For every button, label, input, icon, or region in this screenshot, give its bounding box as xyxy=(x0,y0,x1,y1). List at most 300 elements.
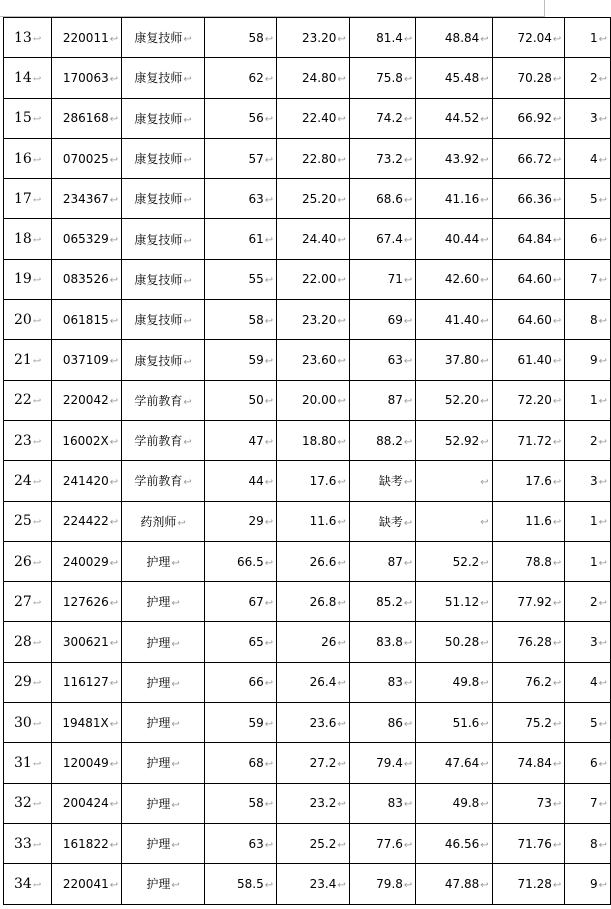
cell-text: 23.60 xyxy=(302,353,337,368)
interview-weighted-cell xyxy=(416,783,492,823)
position-cell xyxy=(122,300,205,340)
cell-text: 康复技师 xyxy=(134,152,183,167)
total-score-cell xyxy=(492,501,565,541)
paragraph-mark-icon: ↩ xyxy=(109,879,119,891)
cell-text: 50.28 xyxy=(444,635,480,650)
rank-cell xyxy=(565,179,611,219)
position-cell xyxy=(122,98,205,138)
row-number-cell xyxy=(4,743,52,783)
cell-text: 85.2 xyxy=(376,594,403,609)
paragraph-mark-icon: ↩ xyxy=(264,396,274,408)
written-score-cell xyxy=(204,743,276,783)
paragraph-mark-icon: ↩ xyxy=(32,638,42,650)
candidate-id-cell xyxy=(51,541,122,581)
cell-text: 27.2 xyxy=(309,755,337,770)
cell-text: 77.92 xyxy=(517,594,552,609)
rank-cell xyxy=(565,420,611,460)
position-cell xyxy=(122,823,205,863)
cell-text: 27 xyxy=(14,593,32,610)
paragraph-mark-icon: ↩ xyxy=(337,638,346,650)
paragraph-mark-icon: ↩ xyxy=(337,235,346,247)
cell-text: 64.84 xyxy=(517,232,552,247)
written-weighted-cell xyxy=(277,743,350,783)
paragraph-mark-icon: ↩ xyxy=(264,517,274,529)
paragraph-mark-icon: ↩ xyxy=(264,33,274,45)
table-row xyxy=(4,823,611,863)
paragraph-mark-icon: ↩ xyxy=(598,557,607,569)
rank-cell xyxy=(565,864,611,904)
cell-text: 52.20 xyxy=(444,393,480,408)
cell-text: 69 xyxy=(387,312,403,327)
cell-text: 224422 xyxy=(62,514,109,529)
paragraph-mark-icon: ↩ xyxy=(552,718,562,730)
paragraph-mark-icon: ↩ xyxy=(183,437,192,449)
paragraph-mark-icon: ↩ xyxy=(183,114,192,126)
table-row xyxy=(4,662,611,702)
paragraph-mark-icon: ↩ xyxy=(552,315,562,327)
cell-text: 73.2 xyxy=(376,151,403,166)
cell-text: 26.4 xyxy=(309,675,337,690)
paragraph-mark-icon: ↩ xyxy=(403,315,413,327)
paragraph-mark-icon: ↩ xyxy=(32,678,42,690)
paragraph-mark-icon: ↩ xyxy=(598,114,607,126)
table-row xyxy=(4,864,611,904)
written-weighted-cell xyxy=(277,300,350,340)
cell-text: 71.28 xyxy=(517,876,552,891)
position-cell xyxy=(122,743,205,783)
cell-text: 护理 xyxy=(146,756,171,771)
cell-text: 11.6 xyxy=(309,514,337,529)
paragraph-mark-icon: ↩ xyxy=(264,638,274,650)
paragraph-mark-icon: ↩ xyxy=(109,839,119,851)
written-score-cell xyxy=(204,823,276,863)
paragraph-mark-icon: ↩ xyxy=(264,356,274,368)
paragraph-mark-icon: ↩ xyxy=(32,356,42,368)
written-score-cell xyxy=(204,622,276,662)
paragraph-mark-icon: ↩ xyxy=(109,436,119,448)
cell-text: 9 xyxy=(589,876,598,891)
cell-text: 87 xyxy=(387,393,403,408)
interview-weighted-cell xyxy=(416,138,492,178)
written-weighted-cell xyxy=(277,340,350,380)
paragraph-mark-icon: ↩ xyxy=(598,356,607,368)
cell-text: 56 xyxy=(248,111,264,126)
cell-text: 45.48 xyxy=(444,70,480,85)
paragraph-mark-icon: ↩ xyxy=(552,154,562,166)
total-score-cell xyxy=(492,98,565,138)
paragraph-mark-icon: ↩ xyxy=(183,316,192,328)
cell-text: 8 xyxy=(589,312,598,327)
paragraph-mark-icon: ↩ xyxy=(598,638,607,650)
cell-text: 83 xyxy=(387,796,403,811)
row-number-cell xyxy=(4,461,52,501)
position-cell xyxy=(122,501,205,541)
written-weighted-cell xyxy=(277,823,350,863)
paragraph-mark-icon: ↩ xyxy=(32,718,42,730)
row-number-cell xyxy=(4,98,52,138)
candidate-id-cell xyxy=(51,98,122,138)
table-row xyxy=(4,98,611,138)
written-score-cell xyxy=(204,541,276,581)
position-cell xyxy=(122,219,205,259)
written-weighted-cell xyxy=(277,380,350,420)
cell-text: 25.2 xyxy=(309,836,337,851)
cell-text: 22.00 xyxy=(302,272,337,287)
cell-text: 59 xyxy=(248,715,264,730)
cell-text: 50 xyxy=(248,393,264,408)
paragraph-mark-icon: ↩ xyxy=(171,759,180,771)
table-row xyxy=(4,340,611,380)
paragraph-mark-icon: ↩ xyxy=(403,477,413,489)
cell-text: 47 xyxy=(248,433,264,448)
cell-text: 061815 xyxy=(62,312,109,327)
cell-text: 47.64 xyxy=(444,755,480,770)
paragraph-mark-icon: ↩ xyxy=(480,33,489,45)
candidate-id-cell xyxy=(51,219,122,259)
cell-text: 19481X xyxy=(62,715,109,730)
cell-text: 26.8 xyxy=(309,594,337,609)
cell-text: 83 xyxy=(387,675,403,690)
rank-cell xyxy=(565,501,611,541)
cell-text: 220042 xyxy=(62,393,109,408)
cell-text: 51.12 xyxy=(444,594,480,609)
interview-weighted-cell xyxy=(416,703,492,743)
written-score-cell xyxy=(204,783,276,823)
cell-text: 59 xyxy=(248,353,264,368)
cell-text: 康复技师 xyxy=(134,232,183,247)
candidate-id-cell xyxy=(51,58,122,98)
paragraph-mark-icon: ↩ xyxy=(598,718,607,730)
row-number-cell xyxy=(4,541,52,581)
paragraph-mark-icon: ↩ xyxy=(480,718,489,730)
interview-score-cell xyxy=(349,582,416,622)
cell-text: 7 xyxy=(589,796,598,811)
paragraph-mark-icon: ↩ xyxy=(598,396,607,408)
score-table xyxy=(3,17,611,905)
written-score-cell xyxy=(204,219,276,259)
cell-text: 护理 xyxy=(146,595,171,610)
paragraph-mark-icon: ↩ xyxy=(171,598,180,610)
paragraph-mark-icon: ↩ xyxy=(337,315,346,327)
rank-cell xyxy=(565,380,611,420)
paragraph-mark-icon: ↩ xyxy=(480,517,489,529)
paragraph-mark-icon: ↩ xyxy=(598,73,607,85)
cell-text: 康复技师 xyxy=(134,192,183,207)
cell-text: 161822 xyxy=(62,836,109,851)
paragraph-mark-icon: ↩ xyxy=(403,194,413,206)
paragraph-mark-icon: ↩ xyxy=(32,154,42,166)
paragraph-mark-icon: ↩ xyxy=(480,73,489,85)
score-table-body xyxy=(4,18,611,905)
paragraph-mark-icon: ↩ xyxy=(480,597,489,609)
table-row xyxy=(4,300,611,340)
paragraph-mark-icon: ↩ xyxy=(109,275,119,287)
paragraph-mark-icon: ↩ xyxy=(32,33,42,45)
paragraph-mark-icon: ↩ xyxy=(552,73,562,85)
interview-score-cell xyxy=(349,300,416,340)
rank-cell xyxy=(565,219,611,259)
cell-text: 46.56 xyxy=(444,836,480,851)
cell-text: 86 xyxy=(387,715,403,730)
cell-text: 70.28 xyxy=(517,70,552,85)
paragraph-mark-icon: ↩ xyxy=(171,638,180,650)
written-score-cell xyxy=(204,662,276,702)
interview-score-cell xyxy=(349,179,416,219)
cell-text: 23 xyxy=(14,432,32,449)
paragraph-mark-icon: ↩ xyxy=(264,476,274,488)
total-score-cell xyxy=(492,622,565,662)
interview-weighted-cell xyxy=(416,98,492,138)
paragraph-mark-icon: ↩ xyxy=(403,718,413,730)
cell-text: 15 xyxy=(14,110,32,127)
interview-score-cell xyxy=(349,501,416,541)
cell-text: 23.20 xyxy=(302,30,337,45)
interview-score-cell xyxy=(349,541,416,581)
paragraph-mark-icon: ↩ xyxy=(32,758,42,770)
table-row xyxy=(4,582,611,622)
interview-weighted-cell xyxy=(416,622,492,662)
total-score-cell xyxy=(492,138,565,178)
cell-text: 护理 xyxy=(146,716,171,731)
total-score-cell xyxy=(492,219,565,259)
interview-weighted-cell xyxy=(416,340,492,380)
cell-text: 缺考 xyxy=(378,514,403,529)
paragraph-mark-icon: ↩ xyxy=(109,235,119,247)
paragraph-mark-icon: ↩ xyxy=(337,718,346,730)
table-row xyxy=(4,420,611,460)
row-number-cell xyxy=(4,864,52,904)
written-score-cell xyxy=(204,18,276,58)
written-weighted-cell xyxy=(277,18,350,58)
written-weighted-cell xyxy=(277,541,350,581)
paragraph-mark-icon: ↩ xyxy=(337,436,346,448)
cell-text: 40.44 xyxy=(444,232,480,247)
interview-score-cell xyxy=(349,864,416,904)
interview-score-cell xyxy=(349,703,416,743)
paragraph-mark-icon: ↩ xyxy=(598,879,607,891)
cell-text: 71.72 xyxy=(517,433,552,448)
written-weighted-cell xyxy=(277,259,350,299)
cell-text: 66.36 xyxy=(517,191,552,206)
paragraph-mark-icon: ↩ xyxy=(171,799,180,811)
paragraph-mark-icon: ↩ xyxy=(598,476,607,488)
rank-cell xyxy=(565,662,611,702)
paragraph-mark-icon: ↩ xyxy=(32,235,42,247)
paragraph-mark-icon: ↩ xyxy=(403,557,413,569)
paragraph-mark-icon: ↩ xyxy=(337,839,346,851)
cell-text: 23.4 xyxy=(309,876,337,891)
cell-text: 65 xyxy=(248,635,264,650)
paragraph-mark-icon: ↩ xyxy=(480,839,489,851)
paragraph-mark-icon: ↩ xyxy=(552,476,562,488)
cell-text: 29 xyxy=(248,514,264,529)
table-row xyxy=(4,541,611,581)
cell-text: 240029 xyxy=(62,554,109,569)
interview-score-cell xyxy=(349,420,416,460)
interview-weighted-cell xyxy=(416,380,492,420)
paragraph-mark-icon: ↩ xyxy=(403,73,413,85)
cell-text: 065329 xyxy=(62,232,109,247)
interview-weighted-cell xyxy=(416,58,492,98)
paragraph-mark-icon: ↩ xyxy=(480,114,489,126)
paragraph-mark-icon: ↩ xyxy=(183,356,192,368)
cell-text: 4 xyxy=(589,675,598,690)
cell-text: 34 xyxy=(14,875,32,892)
interview-score-cell xyxy=(349,259,416,299)
paragraph-mark-icon: ↩ xyxy=(264,597,274,609)
paragraph-mark-icon: ↩ xyxy=(171,880,180,892)
paragraph-mark-icon: ↩ xyxy=(403,839,413,851)
written-weighted-cell xyxy=(277,219,350,259)
cell-text: 78.8 xyxy=(525,554,552,569)
cell-text: 76.28 xyxy=(517,635,552,650)
paragraph-mark-icon: ↩ xyxy=(264,758,274,770)
candidate-id-cell xyxy=(51,300,122,340)
paragraph-mark-icon: ↩ xyxy=(403,597,413,609)
row-number-cell xyxy=(4,823,52,863)
cell-text: 234367 xyxy=(62,191,109,206)
interview-weighted-cell xyxy=(416,823,492,863)
row-number-cell xyxy=(4,582,52,622)
position-cell xyxy=(122,622,205,662)
paragraph-mark-icon: ↩ xyxy=(552,597,562,609)
cell-text: 070025 xyxy=(62,151,109,166)
paragraph-mark-icon: ↩ xyxy=(337,33,346,45)
cell-text: 26.6 xyxy=(309,554,337,569)
cell-text: 37.80 xyxy=(444,353,480,368)
cell-text: 71.76 xyxy=(517,836,552,851)
paragraph-mark-icon: ↩ xyxy=(264,235,274,247)
candidate-id-cell xyxy=(51,622,122,662)
total-score-cell xyxy=(492,18,565,58)
interview-score-cell xyxy=(349,340,416,380)
paragraph-mark-icon: ↩ xyxy=(403,114,413,126)
cell-text: 17.6 xyxy=(525,473,552,488)
written-weighted-cell xyxy=(277,138,350,178)
rank-cell xyxy=(565,300,611,340)
cell-text: 47.88 xyxy=(444,876,480,891)
cell-text: 护理 xyxy=(146,555,171,569)
paragraph-mark-icon: ↩ xyxy=(480,758,489,770)
rank-cell xyxy=(565,622,611,662)
paragraph-mark-icon: ↩ xyxy=(552,879,562,891)
paragraph-mark-icon: ↩ xyxy=(337,557,346,569)
interview-weighted-cell xyxy=(416,662,492,702)
position-cell xyxy=(122,783,205,823)
cell-text: 22.40 xyxy=(302,111,337,126)
table-row xyxy=(4,179,611,219)
table-row xyxy=(4,138,611,178)
paragraph-mark-icon: ↩ xyxy=(337,678,346,690)
cell-text: 缺考 xyxy=(378,474,403,489)
cell-text: 5 xyxy=(589,715,598,730)
interview-weighted-cell xyxy=(416,300,492,340)
written-score-cell xyxy=(204,300,276,340)
total-score-cell xyxy=(492,58,565,98)
paragraph-mark-icon: ↩ xyxy=(552,557,562,569)
paragraph-mark-icon: ↩ xyxy=(480,194,489,206)
interview-weighted-cell xyxy=(416,179,492,219)
paragraph-mark-icon: ↩ xyxy=(183,477,192,489)
cell-text: 48.84 xyxy=(444,30,480,45)
rank-cell xyxy=(565,259,611,299)
paragraph-mark-icon: ↩ xyxy=(109,396,119,408)
paragraph-mark-icon: ↩ xyxy=(403,436,413,448)
paragraph-mark-icon: ↩ xyxy=(337,597,346,609)
written-weighted-cell xyxy=(277,58,350,98)
total-score-cell xyxy=(492,864,565,904)
cell-text: 79.8 xyxy=(376,876,403,891)
cell-text: 2 xyxy=(589,433,598,448)
interview-score-cell xyxy=(349,98,416,138)
paragraph-mark-icon: ↩ xyxy=(264,275,274,287)
cell-text: 300621 xyxy=(62,635,109,650)
cell-text: 127626 xyxy=(62,594,109,609)
cell-text: 26 xyxy=(321,635,337,650)
written-score-cell xyxy=(204,501,276,541)
interview-weighted-cell xyxy=(416,18,492,58)
cell-text: 43.92 xyxy=(444,151,480,166)
cell-text: 76.2 xyxy=(525,675,552,690)
written-score-cell xyxy=(204,703,276,743)
position-cell xyxy=(122,340,205,380)
cell-text: 护理 xyxy=(146,675,171,690)
paragraph-mark-icon: ↩ xyxy=(109,678,119,690)
cell-text: 63 xyxy=(387,353,403,368)
paragraph-mark-icon: ↩ xyxy=(403,33,413,45)
paragraph-mark-icon: ↩ xyxy=(403,396,413,408)
cell-text: 44 xyxy=(248,473,264,488)
paragraph-mark-icon: ↩ xyxy=(183,275,192,287)
written-score-cell xyxy=(204,864,276,904)
total-score-cell xyxy=(492,300,565,340)
paragraph-mark-icon: ↩ xyxy=(598,235,607,247)
table-row xyxy=(4,58,611,98)
rank-cell xyxy=(565,58,611,98)
row-number-cell xyxy=(4,340,52,380)
cell-text: 58.5 xyxy=(237,876,264,891)
paragraph-mark-icon: ↩ xyxy=(480,235,489,247)
cell-text: 68.6 xyxy=(376,191,403,206)
cell-text: 康复技师 xyxy=(134,353,183,368)
rank-cell xyxy=(565,783,611,823)
paragraph-mark-icon: ↩ xyxy=(32,73,42,85)
rank-cell xyxy=(565,703,611,743)
rank-cell xyxy=(565,582,611,622)
paragraph-mark-icon: ↩ xyxy=(183,155,192,167)
paragraph-mark-icon: ↩ xyxy=(337,356,346,368)
cell-text: 3 xyxy=(589,635,598,650)
paragraph-mark-icon: ↩ xyxy=(480,638,489,650)
cell-text: 康复技师 xyxy=(134,272,183,287)
paragraph-mark-icon: ↩ xyxy=(264,879,274,891)
cell-text: 护理 xyxy=(146,635,171,650)
position-cell xyxy=(122,179,205,219)
cell-text: 2 xyxy=(589,70,598,85)
rank-cell xyxy=(565,138,611,178)
cell-text: 8 xyxy=(589,836,598,851)
paragraph-mark-icon: ↩ xyxy=(32,879,42,891)
interview-score-cell xyxy=(349,662,416,702)
cell-text: 52.2 xyxy=(452,554,480,569)
paragraph-mark-icon: ↩ xyxy=(598,275,607,287)
paragraph-mark-icon: ↩ xyxy=(480,154,489,166)
paragraph-mark-icon: ↩ xyxy=(183,195,192,207)
candidate-id-cell xyxy=(51,259,122,299)
cell-text: 58 xyxy=(248,30,264,45)
cell-text: 120049 xyxy=(62,755,109,770)
paragraph-mark-icon: ↩ xyxy=(32,517,42,529)
